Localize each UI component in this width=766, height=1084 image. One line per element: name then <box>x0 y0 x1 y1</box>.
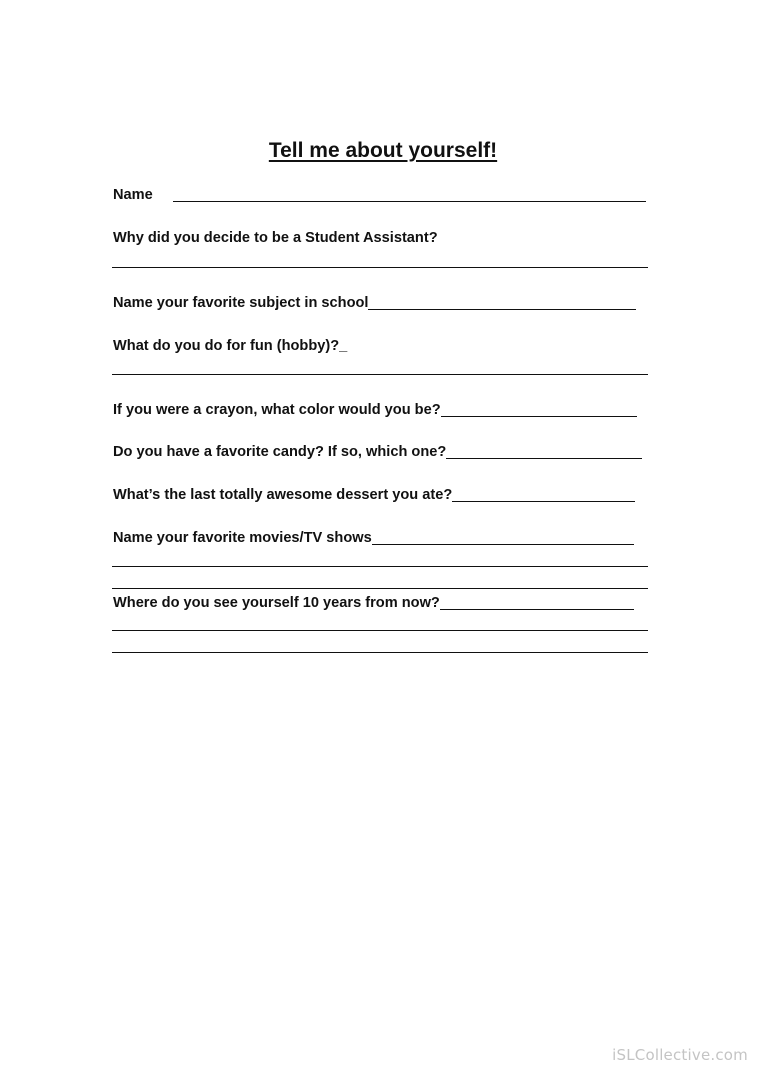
question-label: If you were a crayon, what color would you be? <box>113 402 441 418</box>
answer-line[interactable] <box>112 267 648 268</box>
question-label: Name your favorite subject in school <box>113 295 369 311</box>
question-favorite-subject <box>113 295 636 311</box>
question-why-student-assistant <box>113 230 438 246</box>
page-title: Tell me about yourself! <box>268 139 498 162</box>
answer-blank[interactable] <box>446 457 642 459</box>
answer-blank[interactable] <box>372 543 634 545</box>
question-label: Name <box>113 187 153 203</box>
question-label: What’s the last totally awesome dessert you ate? <box>113 487 453 503</box>
answer-blank[interactable] <box>440 608 634 610</box>
question-hobby <box>113 338 347 354</box>
question-candy <box>113 444 642 460</box>
question-dessert <box>113 487 635 503</box>
answer-blank[interactable] <box>368 308 636 310</box>
question-name <box>113 187 646 203</box>
question-label: Where do you see yourself 10 years from now? <box>113 595 440 611</box>
answer-line[interactable] <box>112 630 648 631</box>
question-crayon <box>113 402 637 418</box>
question-label: What do you do for fun (hobby)?_ <box>113 338 348 354</box>
answer-line[interactable] <box>112 588 648 589</box>
question-label: Why did you decide to be a Student Assistant? <box>113 230 438 246</box>
question-movies <box>113 530 634 546</box>
question-ten-years <box>113 595 634 611</box>
answer-blank[interactable] <box>441 415 637 417</box>
watermark: iSLCollective.com <box>612 1046 748 1064</box>
answer-line[interactable] <box>112 566 648 567</box>
answer-blank[interactable] <box>173 200 646 202</box>
question-label: Name your favorite movies/TV shows <box>113 530 372 546</box>
answer-blank[interactable] <box>452 500 635 502</box>
answer-line[interactable] <box>112 374 648 375</box>
question-label: Do you have a favorite candy? If so, which one? <box>113 444 447 460</box>
answer-line[interactable] <box>112 652 648 653</box>
